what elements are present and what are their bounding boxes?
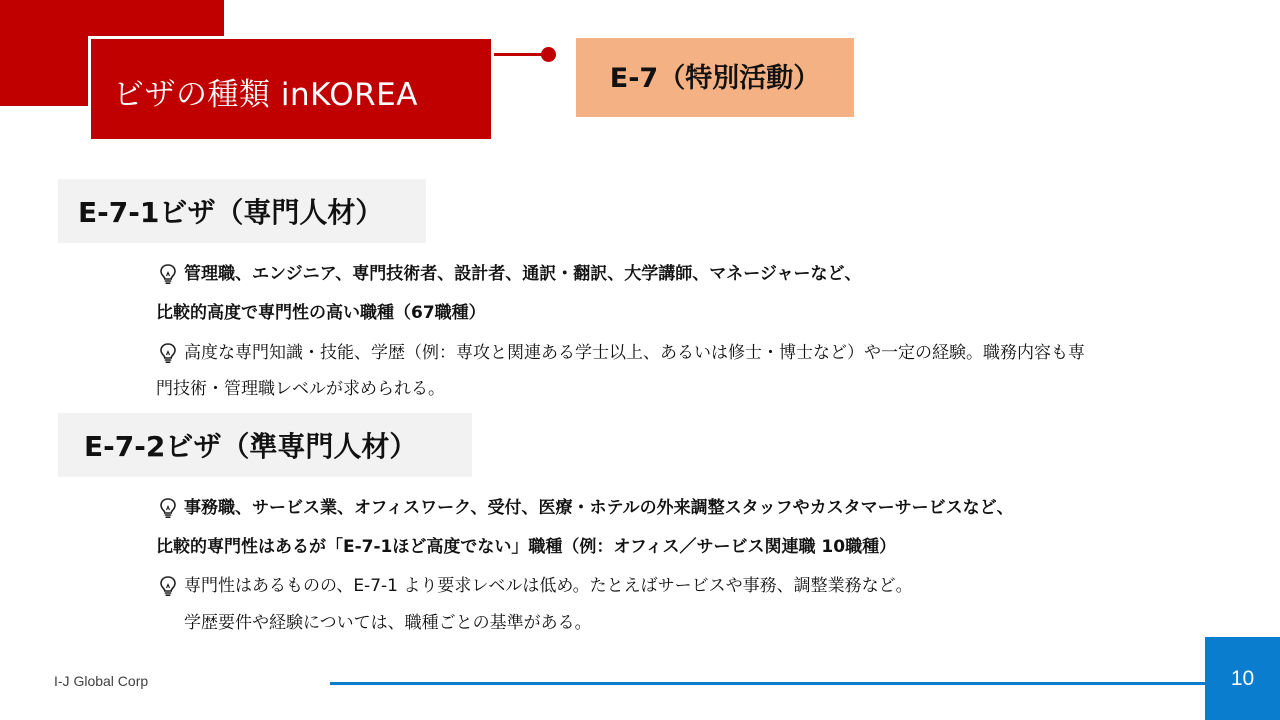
bullet-continuation: 門技術・管理職レベルが求められる。 <box>156 379 445 399</box>
page-number: 10 <box>1205 637 1280 720</box>
bullet-item <box>158 574 913 598</box>
slide-title: ビザの種類 inKOREA <box>88 36 494 142</box>
footer-divider <box>330 682 1208 685</box>
bullet-item <box>158 262 862 286</box>
bullet-continuation: 比較的高度で専門性の高い職種（67職種） <box>156 303 486 323</box>
bullet-text: 高度な専門知識・技能、学歴（例：専攻と関連ある学士以上、あるいは修士・博士など）や一定の経験。職務内容も専 <box>184 343 1085 363</box>
bullet-item <box>158 341 1085 365</box>
section-heading-e7-2: E-7-2ビザ（準専門人材） <box>58 413 472 477</box>
bullet-text: 事務職、サービス業、オフィスワーク、受付、医療・ホテルの外来調整スタッフやカスタマーサービスなど、 <box>184 498 1014 518</box>
bullet-text: 管理職、エンジニア、専門技術者、設計者、通訳・翻訳、大学講師、マネージャーなど、 <box>184 264 862 284</box>
title-connector-dot <box>541 47 556 62</box>
company-name: I-J Global Corp <box>54 673 149 689</box>
visa-category-badge: E-7（特別活動） <box>576 38 854 117</box>
lightbulb-icon <box>158 263 180 285</box>
bullet-continuation: 学歴要件や経験については、職種ごとの基準がある。 <box>184 613 592 633</box>
lightbulb-icon <box>158 497 180 519</box>
bullet-text: 専門性はあるものの、E-7-1 より要求レベルは低め。たとえばサービスや事務、調整業務など。 <box>184 576 913 596</box>
lightbulb-icon <box>158 575 180 597</box>
section-heading-e7-1: E-7-1ビザ（専門人材） <box>58 179 426 243</box>
lightbulb-icon <box>158 342 180 364</box>
bullet-continuation: 比較的専門性はあるが「E-7-1ほど高度でない」職種（例：オフィス／サービス関連職 10職種） <box>156 537 897 557</box>
bullet-item <box>158 496 1014 520</box>
